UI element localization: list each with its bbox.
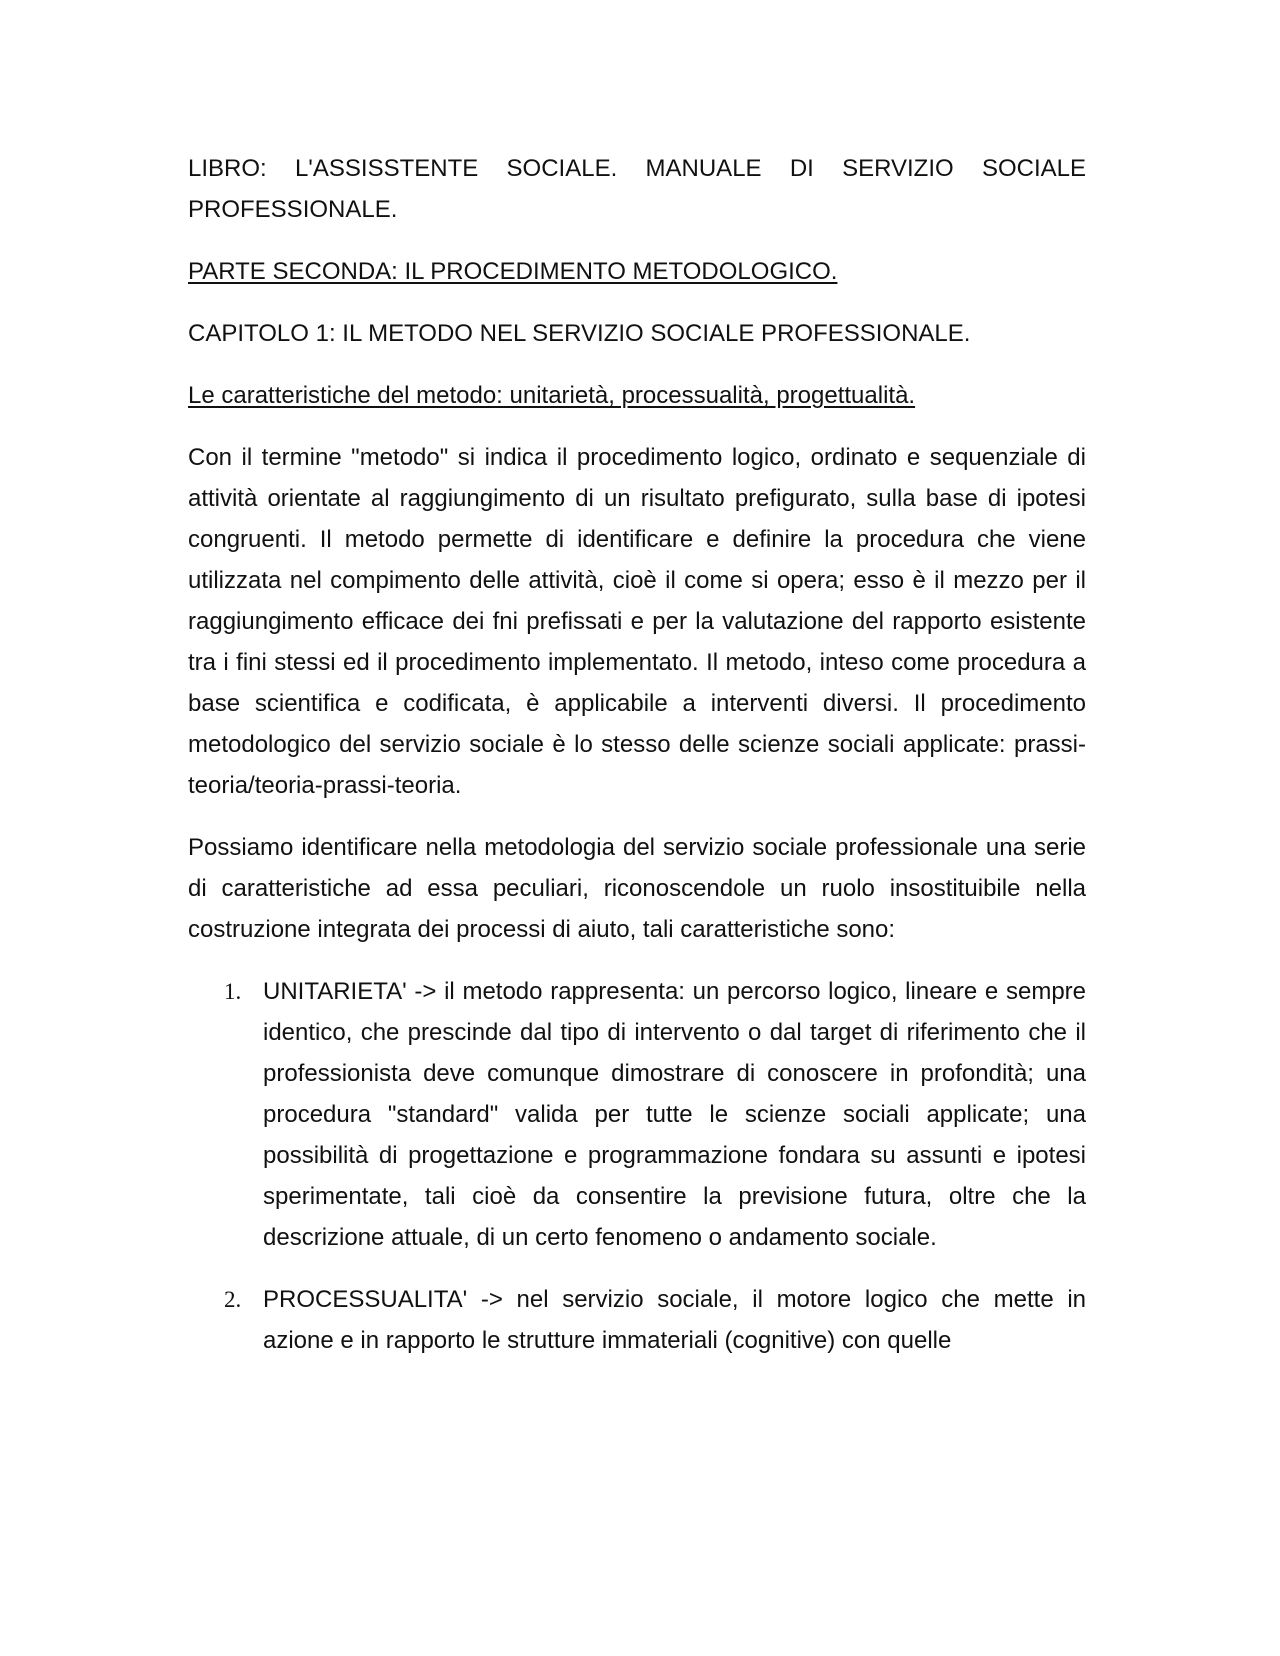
paragraph-2: Possiamo identificare nella metodologia del servizio sociale professionale una serie di caratteristiche ad essa peculiari, riconoscendole un ruolo insostituibile nella costruzione integrata dei processi di aiuto, tali caratteristiche sono: xyxy=(188,834,1086,943)
part-title: PARTE SECONDA: IL PROCEDIMENTO METODOLOGICO. xyxy=(188,258,838,285)
book-title: LIBRO: L'ASSISSTENTE SOCIALE. MANUALE DI SERVIZIO SOCIALE PROFESSIONALE. xyxy=(188,155,1086,223)
characteristics-list xyxy=(188,971,1086,1361)
list-item-text: PROCESSUALITA' -> nel servizio sociale, il motore logico che mette in azione e in rapporto le strutture immateriali (cognitive) con quelle xyxy=(263,1286,1086,1354)
section-title: Le caratteristiche del metodo: unitarietà, processualità, progettualità. xyxy=(188,382,916,409)
list-item-number: 1. xyxy=(224,979,242,1004)
list-item xyxy=(188,1279,1086,1361)
chapter-title: CAPITOLO 1: IL METODO NEL SERVIZIO SOCIALE PROFESSIONALE. xyxy=(188,320,971,347)
paragraph-1: Con il termine "metodo" si indica il procedimento logico, ordinato e sequenziale di attività orientate al raggiungimento di un risultato prefigurato, sulla base di ipotesi congruenti. Il metodo permette di identificare e definire la procedura che viene utilizzata nel compimento delle attività, cioè il come si opera; esso è il mezzo per il raggiungimento efficace dei fni prefissati e per la valutazione del rapporto esistente tra i fini stessi ed il procedimento implementato. Il metodo, inteso come procedura a base scientifica e codificata, è applicabile a interventi diversi. Il procedimento metodologico del servizio sociale è lo stesso delle scienze sociali applicate: prassi-teoria/teoria-prassi-teoria. xyxy=(188,444,1086,799)
list-item xyxy=(188,971,1086,1258)
document-page xyxy=(188,148,1086,1382)
list-item-text: UNITARIETA' -> il metodo rappresenta: un percorso logico, lineare e sempre identico, che prescinde dal tipo di intervento o dal target di riferimento che il professionista deve comunque dimostrare di conoscere in profondità; una procedura "standard" valida per tutte le scienze sociali applicate; una possibilità di progettazione e programmazione fondara su assunti e ipotesi sperimentate, tali cioè da consentire la previsione futura, oltre che la descrizione attuale, di un certo fenomeno o andamento sociale. xyxy=(263,978,1086,1251)
list-item-number: 2. xyxy=(224,1287,242,1312)
